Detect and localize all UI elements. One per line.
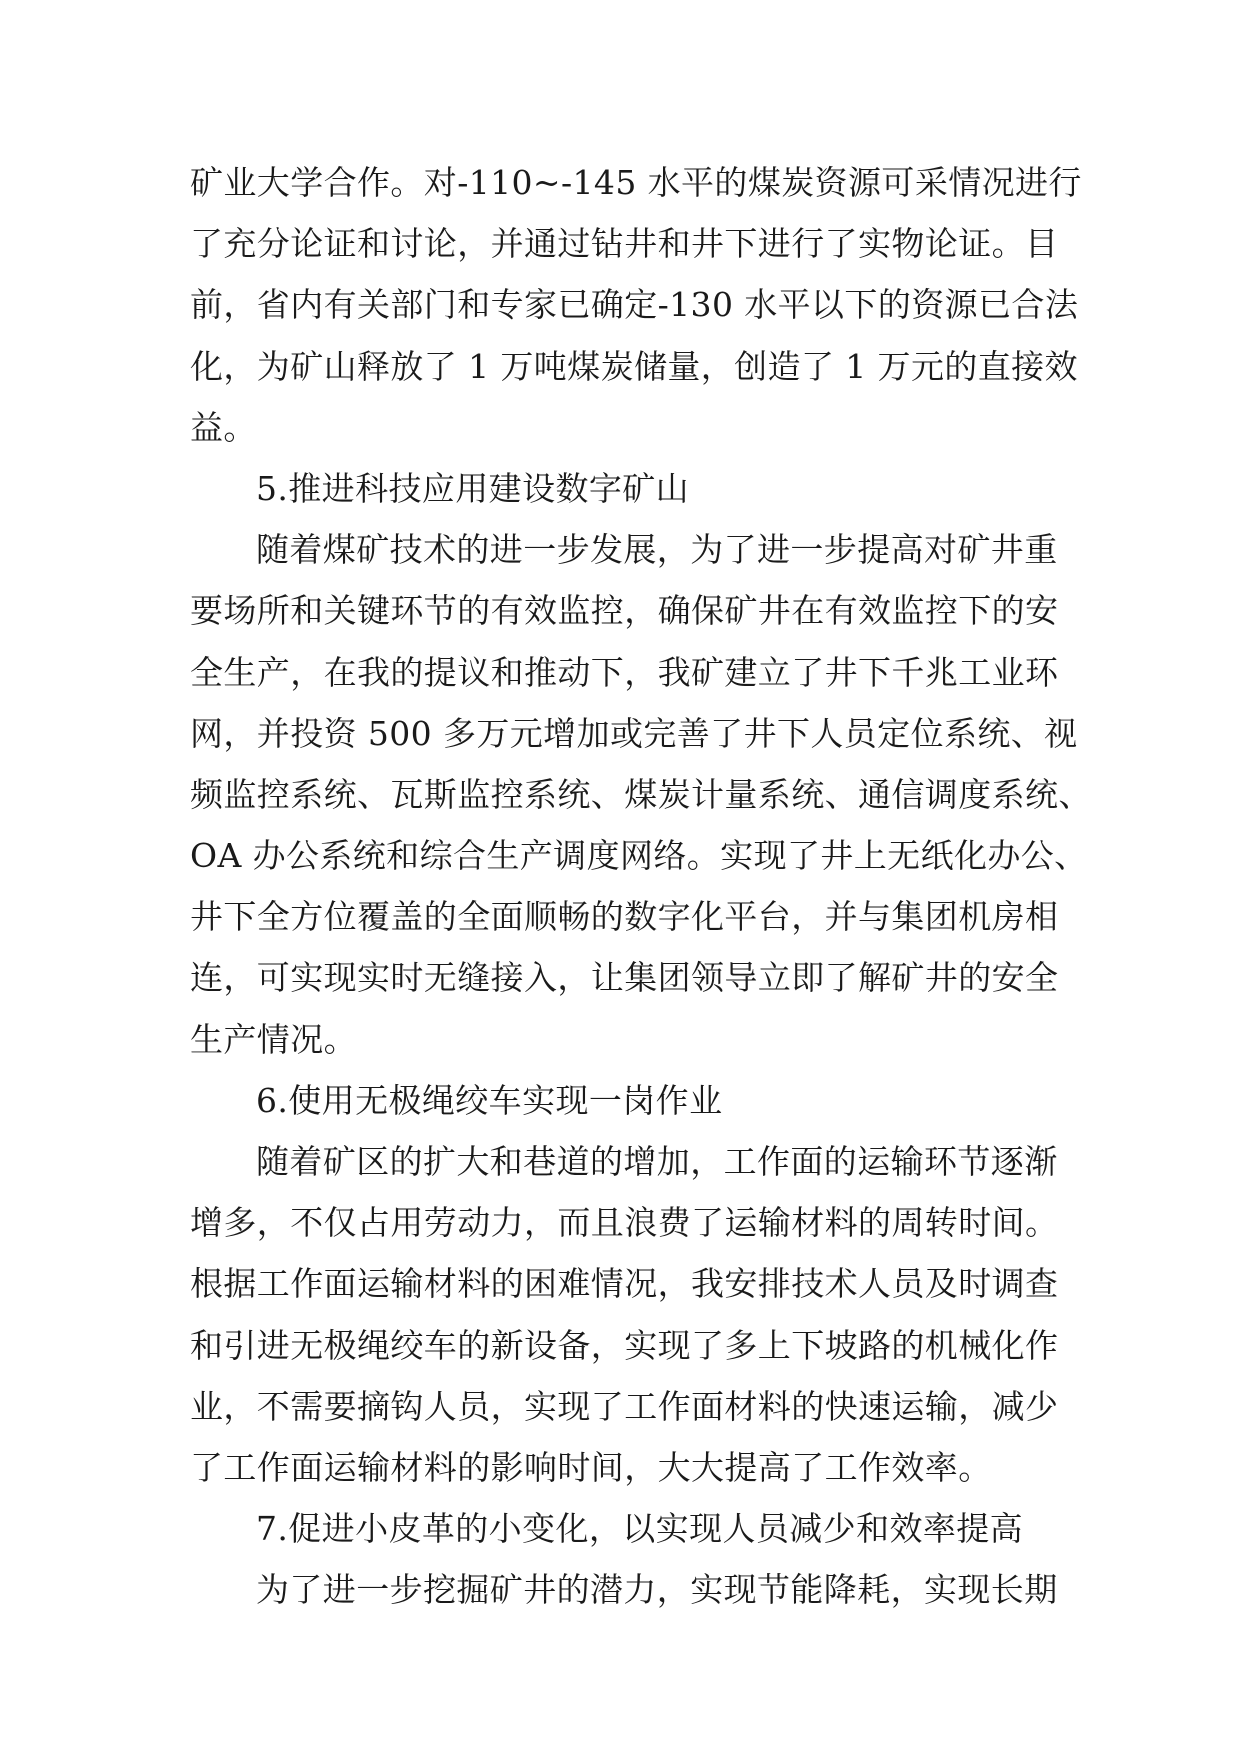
- text-line: 矿业大学合作。对-110~-145 水平的煤炭资源可采情况进行: [190, 163, 1082, 202]
- text-line: 为了进一步挖掘矿井的潜力，实现节能降耗，实现长期: [256, 1570, 1058, 1610]
- text-line: 前，省内有关部门和专家已确定-130 水平以下的资源已合法: [190, 285, 1079, 325]
- text-line: OA 办公系统和综合生产调度网络。实现了井上无纸化办公、: [190, 836, 1088, 876]
- text-line: 了充分论证和讨论，并通过钻井和井下进行了实物论证。目: [190, 224, 1059, 264]
- text-line: 全生产，在我的提议和推动下，我矿建立了井下千兆工业环: [190, 652, 1059, 692]
- text-line: 增多，不仅占用劳动力，而且浪费了运输材料的周转时间。: [190, 1203, 1059, 1243]
- text-line: 益。: [190, 407, 257, 447]
- text-line: 业，不需要摘钩人员，实现了工作面材料的快速运输，减少: [190, 1386, 1059, 1426]
- section-heading-7: 7.促进小皮革的小变化，以实现人员减少和效率提高: [256, 1509, 1024, 1549]
- text-line: 化，为矿山释放了 1 万吨煤炭储量，创造了 1 万元的直接效: [190, 346, 1078, 386]
- text-line: 井下全方位覆盖的全面顺畅的数字化平台，并与集团机房相: [190, 897, 1059, 937]
- document-body: [190, 152, 1092, 1621]
- section-heading-6: 6.使用无极绳绞车实现一岗作业: [256, 1080, 723, 1120]
- text-line: 随着煤矿技术的进一步发展，为了进一步提高对矿井重: [256, 530, 1058, 570]
- text-line: 频监控系统、瓦斯监控系统、煤炭计量系统、通信调度系统、: [190, 774, 1092, 814]
- section-heading-5: 5.推进科技应用建设数字矿山: [256, 468, 690, 508]
- text-line: 随着矿区的扩大和巷道的增加，工作面的运输环节逐渐: [256, 1142, 1058, 1181]
- text-line: 了工作面运输材料的影响时间，大大提高了工作效率。: [190, 1447, 992, 1487]
- text-line: 要场所和关键环节的有效监控，确保矿井在有效监控下的安: [190, 591, 1059, 631]
- text-line: 和引进无极绳绞车的新设备，实现了多上下坡路的机械化作: [190, 1325, 1059, 1365]
- text-line: 生产情况。: [190, 1019, 357, 1059]
- text-line: 网，并投资 500 多万元增加或完善了井下人员定位系统、视: [190, 713, 1078, 753]
- text-line: 根据工作面运输材料的困难情况，我安排技术人员及时调查: [190, 1264, 1059, 1304]
- text-line: 连，可实现实时无缝接入，让集团领导立即了解矿井的安全: [190, 958, 1059, 998]
